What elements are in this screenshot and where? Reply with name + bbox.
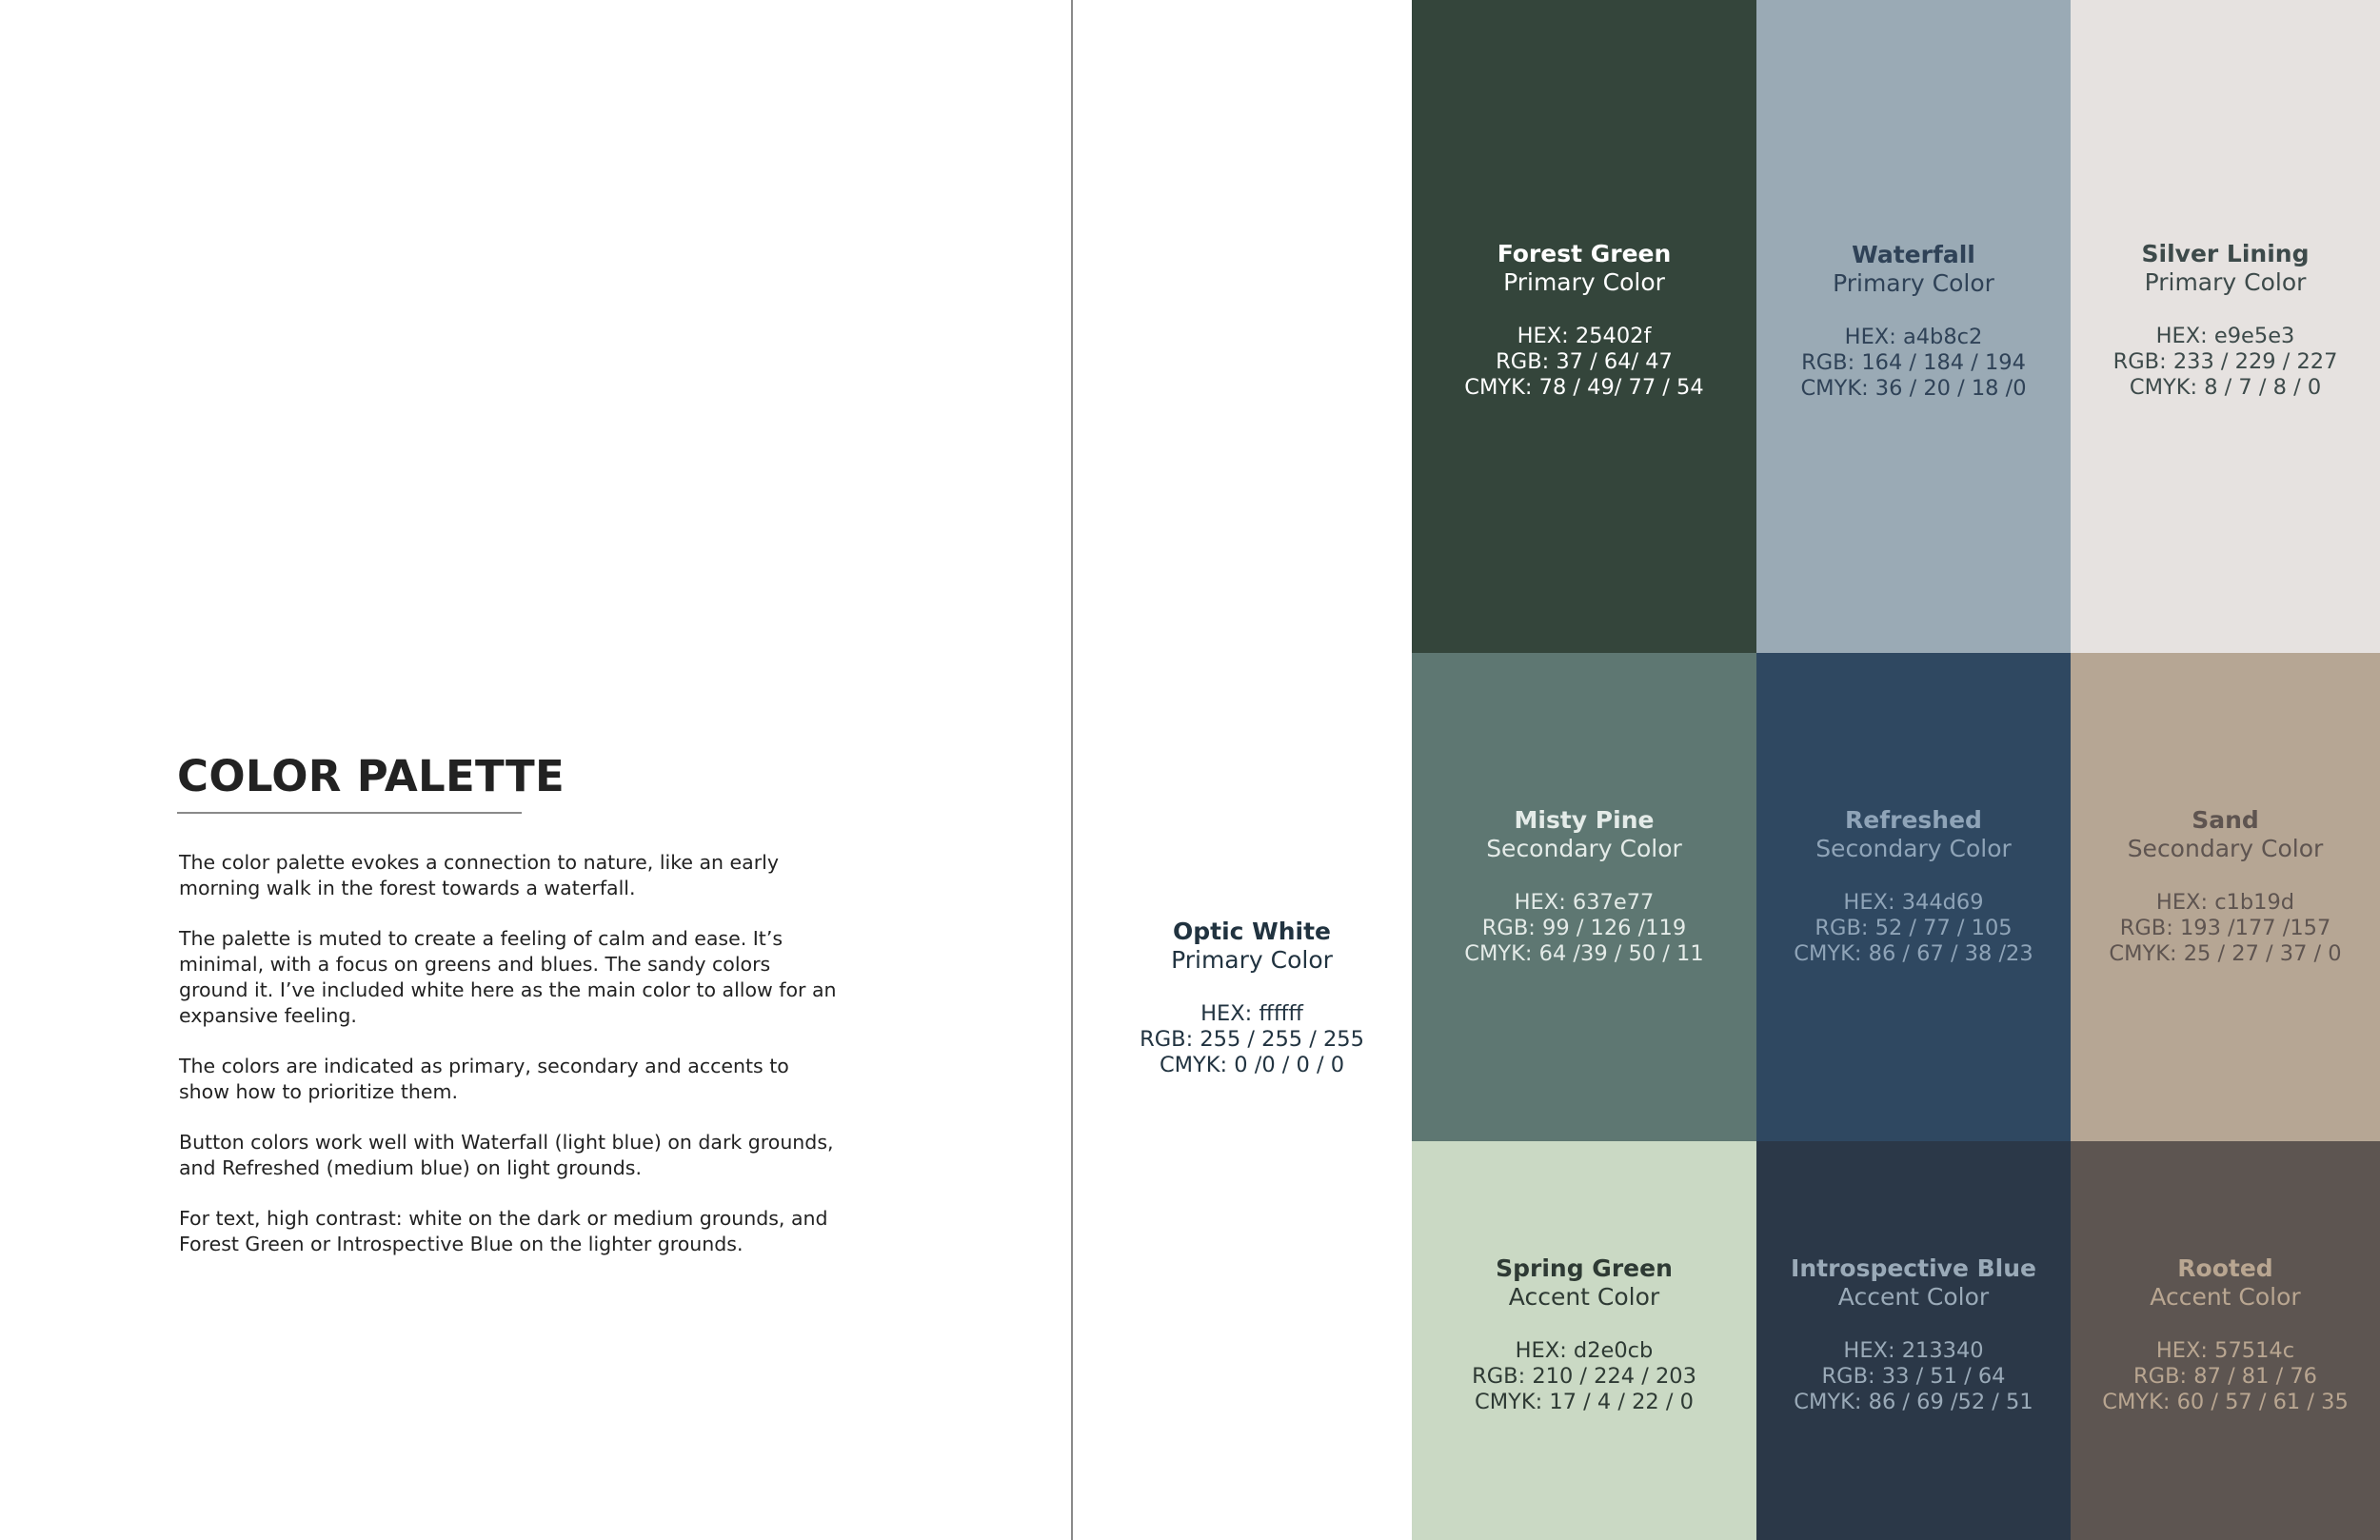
swatch-rgb: RGB: 193 /177 /157 xyxy=(2119,916,2331,940)
swatch-forest-green xyxy=(1412,0,1756,653)
swatch-hex: HEX: a4b8c2 xyxy=(1844,324,1983,349)
swatch-codes xyxy=(1412,890,1756,967)
swatch-cmyk: CMYK: 86 / 67 / 38 /23 xyxy=(1794,941,2033,966)
swatch-rgb: RGB: 37 / 64/ 47 xyxy=(1496,348,1673,374)
swatch-codes xyxy=(1756,1338,2071,1415)
intro-section xyxy=(177,745,843,1282)
swatch-role: Secondary Color xyxy=(1486,835,1682,862)
intro-paragraph: Button colors work well with Waterfall (light blue) on dark grounds, and Refreshed (medium blue) on light grounds. xyxy=(179,1131,834,1179)
swatch-role: Accent Color xyxy=(1508,1283,1660,1311)
intro-paragraph: The colors are indicated as primary, secondary and accents to show how to prioritize them. xyxy=(179,1055,789,1103)
swatch-silver-lining xyxy=(2071,0,2380,653)
intro-paragraph: For text, high contrast: white on the dark or medium grounds, and Forest Green or Introspective Blue on the lighter grounds. xyxy=(179,1207,828,1255)
swatch-name: Rooted xyxy=(2177,1254,2273,1282)
swatch-name: Misty Pine xyxy=(1514,806,1655,834)
swatch-codes xyxy=(1756,890,2071,967)
swatch-cmyk: CMYK: 64 /39 / 50 / 11 xyxy=(1464,941,1704,966)
swatch-cmyk: CMYK: 86 / 69 /52 / 51 xyxy=(1794,1390,2033,1414)
swatch-role: Secondary Color xyxy=(2127,835,2324,862)
swatch-refreshed xyxy=(1756,653,2071,1141)
swatch-cmyk: CMYK: 0 /0 / 0 / 0 xyxy=(1159,1053,1345,1077)
swatch-rgb: RGB: 210 / 224 / 203 xyxy=(1472,1364,1696,1389)
swatch-sand xyxy=(2071,653,2380,1141)
swatch-name: Silver Lining xyxy=(2141,239,2310,267)
swatch-cmyk: CMYK: 60 / 57 / 61 / 35 xyxy=(2102,1390,2349,1414)
swatch-rgb: RGB: 233 / 229 / 227 xyxy=(2112,348,2338,374)
intro-body xyxy=(177,850,843,1257)
swatch-role: Primary Color xyxy=(1503,267,1665,296)
swatch-codes xyxy=(2071,324,2380,401)
swatch-spring-green xyxy=(1412,1141,1756,1540)
swatch-waterfall xyxy=(1756,0,2071,653)
swatch-codes xyxy=(2071,1338,2380,1415)
swatch-role: Accent Color xyxy=(1837,1283,1990,1311)
swatch-codes xyxy=(1412,1338,1756,1415)
swatch-rgb: RGB: 87 / 81 / 76 xyxy=(2133,1364,2317,1389)
swatch-name: Introspective Blue xyxy=(1791,1254,2036,1282)
page-divider xyxy=(1071,0,1073,1540)
swatch-cmyk: CMYK: 36 / 20 / 18 /0 xyxy=(1800,375,2027,401)
swatch-hex: HEX: 213340 xyxy=(1843,1338,1984,1363)
swatch-rgb: RGB: 99 / 126 /119 xyxy=(1481,916,1687,940)
swatch-hex: HEX: 25402f xyxy=(1517,323,1652,348)
swatch-optic-white xyxy=(1081,918,1423,1078)
swatch-hex: HEX: 57514c xyxy=(2155,1338,2295,1363)
swatch-rgb: RGB: 164 / 184 / 194 xyxy=(1801,349,2026,375)
swatch-introspective-blue xyxy=(1756,1141,2071,1540)
swatch-name: Waterfall xyxy=(1852,240,1975,268)
swatch-role: Secondary Color xyxy=(1815,835,2012,862)
swatch-rooted xyxy=(2071,1141,2380,1540)
swatch-codes xyxy=(2071,890,2380,967)
swatch-cmyk: CMYK: 8 / 7 / 8 / 0 xyxy=(2129,374,2322,400)
swatch-codes xyxy=(1756,325,2071,402)
swatch-role: Primary Color xyxy=(1833,268,1994,297)
swatch-rgb: RGB: 33 / 51 / 64 xyxy=(1821,1364,2006,1389)
swatch-name: Forest Green xyxy=(1497,239,1672,267)
swatch-name: Refreshed xyxy=(1845,806,1982,834)
swatch-rgb: RGB: 52 / 77 / 105 xyxy=(1815,916,2013,940)
swatch-cmyk: CMYK: 78 / 49/ 77 / 54 xyxy=(1464,374,1704,400)
swatch-codes xyxy=(1412,324,1756,401)
intro-paragraph: The color palette evokes a connection to nature, like an early morning walk in the forest towards a waterfall. xyxy=(179,851,779,899)
swatch-codes xyxy=(1081,1001,1423,1078)
intro-paragraph: The palette is muted to create a feeling of calm and ease. It’s minimal, with a focus on greens and blues. The sandy colors ground it. I’ve included white here as the main color to allow for an expansive feeling. xyxy=(179,927,837,1027)
swatch-role: Accent Color xyxy=(2150,1283,2301,1311)
swatch-name: Sand xyxy=(2192,806,2259,834)
swatch-hex: HEX: c1b19d xyxy=(2155,890,2295,915)
swatch-rgb: RGB: 255 / 255 / 255 xyxy=(1140,1027,1364,1052)
swatch-hex: HEX: e9e5e3 xyxy=(2155,323,2295,348)
swatch-hex: HEX: 344d69 xyxy=(1843,890,1984,915)
page-title: COLOR PALETTE xyxy=(177,751,565,801)
swatch-hex: HEX: ffffff xyxy=(1200,1001,1303,1026)
swatch-hex: HEX: d2e0cb xyxy=(1515,1338,1654,1363)
swatch-role: Primary Color xyxy=(2144,267,2307,296)
swatch-role: Primary Color xyxy=(1171,946,1333,974)
swatch-name: Optic White xyxy=(1172,918,1332,945)
swatch-cmyk: CMYK: 25 / 27 / 37 / 0 xyxy=(2109,941,2342,966)
swatch-name: Spring Green xyxy=(1496,1254,1673,1282)
swatch-cmyk: CMYK: 17 / 4 / 22 / 0 xyxy=(1475,1390,1694,1414)
title-underline xyxy=(177,812,522,814)
swatch-hex: HEX: 637e77 xyxy=(1514,890,1655,915)
swatch-misty-pine xyxy=(1412,653,1756,1141)
